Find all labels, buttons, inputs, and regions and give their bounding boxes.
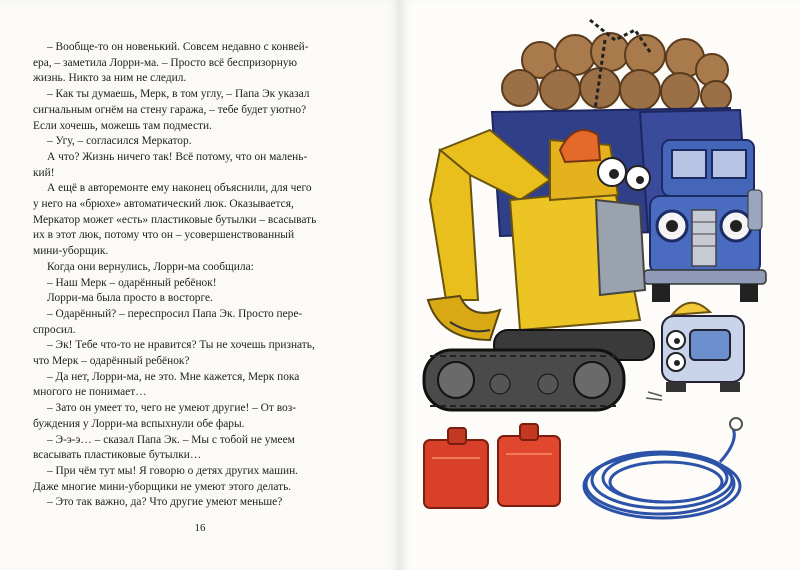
paragraph-line: жизнь. Никто за ним не следил.	[33, 72, 187, 85]
paragraph-line: мини-уборщик.	[33, 245, 109, 258]
paragraph-line: Лорри-ма была просто в восторге.	[47, 292, 213, 305]
paragraph-line: спросил.	[33, 323, 76, 336]
paragraph-line: – Э-э-э… – сказал Папа Эк. – Мы с тобой не умеем	[47, 433, 295, 446]
paragraph-line: – Наш Мерк – одарённый ребёнок!	[47, 276, 217, 289]
story-text	[33, 40, 371, 511]
paragraph-line: сигнальным огнём на стену гаража, – тебе будет уютно?	[33, 103, 307, 116]
paragraph-line: что Мерк – одарённый ребёнок?	[33, 355, 190, 368]
mini-cleaner-robot	[646, 303, 744, 400]
paragraph-line: у него на «брюхе» автоматический люк. Оказывается,	[33, 198, 294, 211]
paragraph-line: Когда они вернулись, Лорри-ма сообщила:	[47, 260, 254, 273]
paragraph-line: – Эк! Тебе что-то не нравится? Ты не хочешь признать,	[47, 339, 315, 352]
paragraph-line: кий!	[33, 166, 55, 179]
paragraph-line: – Да нет, Лорри-ма, не это. Мне кажется, Мерк пока	[47, 370, 300, 383]
paragraph-line: – Это так важно, да? Что другие умеют меньше?	[47, 496, 283, 509]
paragraph-line: А ещё в авторемонте ему наконец объяснили, для чего	[47, 182, 312, 195]
red-canisters	[424, 424, 560, 508]
paragraph-line: – Угу, – согласился Меркатор.	[47, 135, 192, 148]
paragraph-line: – Одарённый? – переспросил Папа Эк. Просто пере-	[47, 307, 303, 320]
paragraph-line: – При чём тут мы! Я говорю о детях других машин.	[47, 464, 299, 477]
paragraph-line: Если хочешь, можешь там подмести.	[33, 119, 212, 132]
blue-hose-coil	[584, 418, 742, 518]
paragraph-line: Даже многие мини-уборщики не умеют этого делать.	[33, 480, 292, 493]
paragraph-line: многого не понимает…	[33, 386, 147, 399]
log-pile	[502, 20, 731, 111]
paragraph-line: – Зато он умеет то, чего не умеют другие! – От воз-	[47, 402, 297, 415]
yellow-excavator	[424, 130, 654, 410]
page-number: 16	[194, 522, 206, 534]
vehicles-illustration	[400, 0, 800, 570]
paragraph-line: их в этот люк, потому что он – усовершенствованный	[33, 229, 295, 242]
paragraph-line: – Вообще-то он новенький. Совсем недавно с конвей-	[47, 41, 309, 53]
paragraph-line: А что? Жизнь ничего так! Всё потому, что он малень-	[47, 150, 308, 163]
paragraph-line: ера, – заметила Лорри-ма. – Просто всё беспризорную	[33, 56, 298, 69]
paragraph-line: Меркатор может «есть» пластиковые бутылки – всасывать	[33, 213, 317, 226]
right-page	[400, 0, 800, 570]
paragraph-line: всасывать пластиковые бутылки…	[33, 449, 202, 462]
paragraph-line: – Как ты думаешь, Мерк, в том углу, – Папа Эк указал	[47, 88, 310, 101]
paragraph-line: буждения у Лорри-ма вспыхнули обе фары.	[33, 417, 245, 430]
